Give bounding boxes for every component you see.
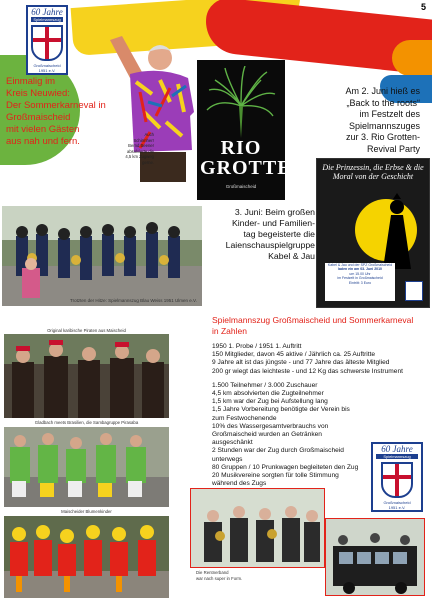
seal-years: 60 Jahre [381,444,413,454]
pirates-caption: Original karibische Piraten aus Maischeid [47,328,126,333]
anniversary-seal-bottom [371,442,423,512]
patron-caption: Auch Schirmherr Bernd Beener absolvierte die 4,5 km Zugweg gerne. [125,132,154,165]
anniversary-seal-top [26,5,68,75]
seal-founded: 1951 e.V. [388,505,406,510]
intro-text: Einmalig im Kreis Neuwied: Der Sommerkarneval in Großmaischeid mit vielen Gästen aus nah und fern. [6,76,106,147]
marching-band-photo [2,206,202,306]
pirates-photo [4,334,169,418]
coat-of-arms-icon [381,462,413,498]
vintage-bus-photo [325,518,425,596]
flower-kids-caption: Maischeider Blumenkinder [61,509,112,514]
facts-group-2: 1.500 Teilnehmer / 3.000 Zuschauer 4,5 km absolvierten die Zugteilnehmer 1,5 km war der Zug bei Aufstellung lang 1,5 Jahre Vorbereitung benötigte der Verein bis zum Festwochenende 10% des Wassergesamtverbrauchs von Großmaischeid wurden an Getränken ausgeschänkt 2 Stunden war der Zug durch Großmaischeid unterwegs 80 Gruppen / 10 Prunkwagen begleiteten den Zug 20 Musikvereine sorgten für tolle Stimmung während des Zugs [212,381,359,488]
flower-kids-photo [4,516,169,598]
poster-seal-icon [405,281,423,301]
coat-of-arms-icon [31,25,63,61]
seal-town: Großmaischeid [33,63,61,68]
samba-group-photo [4,427,169,507]
orange-paint-blob [392,40,432,76]
seal-town: Großmaischeid [383,500,411,505]
theatre-group-text: 3. Juni: Beim großen Kinder- und Familien- tag begeisterte die Laienschauspielgruppe Kabel & Jau [225,207,315,261]
pensioner-band-photo [190,488,325,568]
page-number: 5 [420,2,426,12]
theatre-poster [316,158,430,308]
samba-caption: Gladbach meets Brasilien, die Sambagruppe Pirasaba [34,420,139,425]
poster-title: Die Prinzessin, die Erbse & die Moral von der Geschicht [322,163,424,181]
poster-info-box: Kabel & Jau und der SPZ Großmaischeid laden ein am 03. Juni 2010 um 15.00 Uhr im Festzelt in Großmaischeid Eintritt: 3 Euro [325,263,395,301]
seal-founded: 1951 e.V. [38,68,56,73]
marching-band-caption: Trotzten der Hitze: Spielmannszug Blau Weiss 1951 Ulmen e.V. [70,298,197,303]
seal-years: 60 Jahre [31,7,63,17]
revival-party-text: Am 2. Juni hieß es „Back to the roots“ im Festzelt des Spielmannszuges zur 3. Rio Grotten- Revival Party [345,86,420,154]
pensioner-band-caption: Die Rentnerband war nach super in Form. [196,570,243,581]
rio-grotte-title: RIO GROTTE [200,137,292,179]
palm-tree-icon [205,66,277,138]
facts-heading: Spielmannszug Großmaischeid und Sommerkarneval in Zahlen [212,315,414,336]
facts-group-1: 1950 1. Probe / 1951 1. Auftritt 150 Mitglieder, davon 45 aktive / Jährlich ca. 25 Auftritte 9 Jahre alt ist das jüngste - und 77 Jahre das älteste Mitglied 200 gr wiegt das leichteste - und 12 Kg das schwerste Instrument [212,343,403,375]
seal-club: Spielmannszug [31,17,63,22]
rio-grotte-subtitle: Großmaischeid [225,184,257,189]
princess-silhouette-icon [377,193,417,273]
seal-club: Spielmannszug [376,454,418,459]
